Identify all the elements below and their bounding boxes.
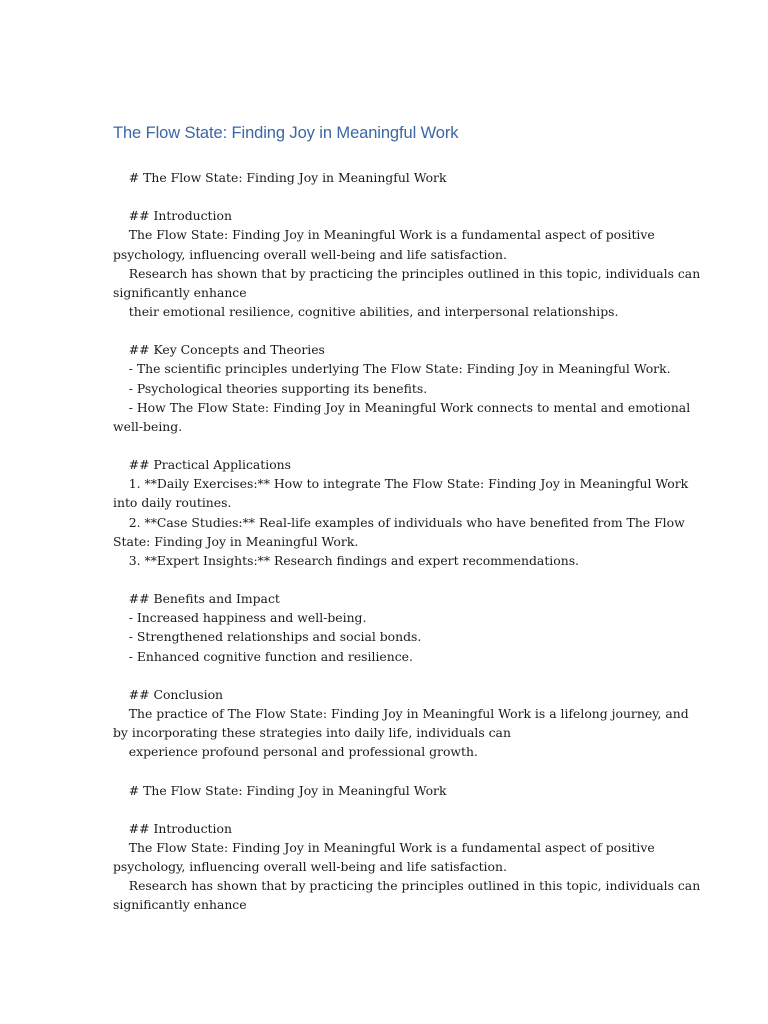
text-line: - Psychological theories supporting its benefits.	[113, 380, 428, 396]
document-title: The Flow State: Finding Joy in Meaningful Work	[113, 124, 459, 142]
blank-line	[113, 187, 673, 206]
text-line: their emotional resilience, cognitive abilities, and interpersonal relationships.	[113, 303, 619, 319]
text-line: - The scientific principles underlying The Flow State: Finding Joy in Meaningful Work.	[113, 361, 671, 377]
text-line: State: Finding Joy in Meaningful Work.	[113, 533, 359, 549]
text-line: - How The Flow State: Finding Joy in Meaningful Work connects to mental and emotional	[113, 399, 691, 415]
text-line: significantly enhance	[113, 897, 247, 913]
blank-line	[113, 761, 673, 780]
text-line: significantly enhance	[113, 284, 247, 300]
text-line: - Strengthened relationships and social bonds.	[113, 629, 422, 645]
blank-line	[113, 321, 673, 340]
text-line: experience profound personal and professional growth.	[113, 744, 478, 760]
text-line: ## Benefits and Impact	[113, 591, 280, 607]
blank-line	[113, 436, 673, 455]
text-line: - Enhanced cognitive function and resilience.	[113, 648, 413, 664]
text-line: by incorporating these strategies into daily life, individuals can	[113, 725, 511, 741]
text-line: Research has shown that by practicing the principles outlined in this topic, individuals can	[113, 878, 701, 894]
text-line: # The Flow State: Finding Joy in Meaningful Work	[113, 782, 447, 798]
text-line: well-being.	[113, 418, 183, 434]
text-line: ## Key Concepts and Theories	[113, 342, 325, 358]
text-line: - Increased happiness and well-being.	[113, 610, 367, 626]
blank-line	[113, 570, 673, 589]
text-line: ## Practical Applications	[113, 457, 292, 473]
text-line: psychology, influencing overall well-being and life satisfaction.	[113, 246, 507, 262]
text-line: 1. **Daily Exercises:** How to integrate The Flow State: Finding Joy in Meaningful Work	[113, 476, 689, 492]
text-line: Research has shown that by practicing the principles outlined in this topic, individuals can	[113, 265, 701, 281]
blank-line	[113, 666, 673, 685]
text-line: ## Conclusion	[113, 686, 224, 702]
document-body	[113, 168, 701, 914]
text-line: 3. **Expert Insights:** Research findings and expert recommendations.	[113, 552, 579, 568]
text-line: The practice of The Flow State: Finding Joy in Meaningful Work is a lifelong journey, and	[113, 705, 689, 721]
blank-line	[113, 800, 673, 819]
text-line: ## Introduction	[113, 820, 232, 836]
text-line: psychology, influencing overall well-being and life satisfaction.	[113, 859, 507, 875]
text-line: # The Flow State: Finding Joy in Meaningful Work	[113, 170, 447, 185]
text-line: ## Introduction	[113, 208, 232, 224]
text-line: 2. **Case Studies:** Real-life examples of individuals who have benefited from The Flow	[113, 514, 685, 530]
text-line: into daily routines.	[113, 495, 232, 511]
text-line: The Flow State: Finding Joy in Meaningful Work is a fundamental aspect of positive	[113, 227, 655, 243]
text-line: The Flow State: Finding Joy in Meaningful Work is a fundamental aspect of positive	[113, 839, 655, 855]
